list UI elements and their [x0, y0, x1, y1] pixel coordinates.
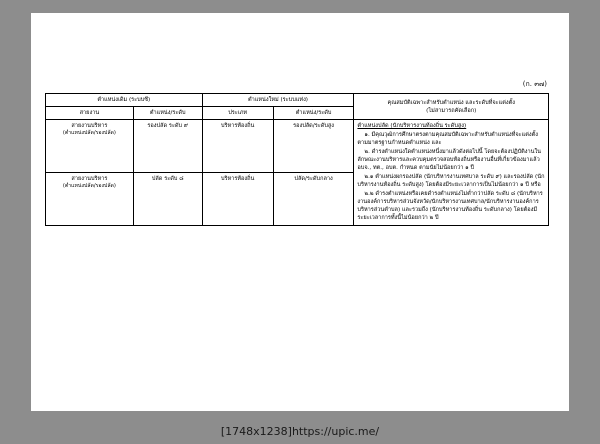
qualification-item: ๑. มีคุณวุฒิการศึกษาตรงตามคุณสมบัติเฉพาะสำหรับตำแหน่งที่จะแต่งตั้งตามมาตรฐานกำหนดตำแหน่ง และ — [357, 132, 538, 147]
header-old-level: ตำแหน่ง/ระดับ — [133, 107, 202, 120]
qualification-heading: ตำแหน่งปลัด (นักบริหารงานท้องถิ่น ระดับสูง) — [357, 123, 467, 130]
header-qualification-sub: (ไม่สามารถคัดเลือก) — [426, 107, 477, 114]
header-qualification — [354, 94, 549, 120]
row-2-old-line-1: สายงานบริหาร — [71, 175, 108, 182]
row-1-old-line — [46, 120, 134, 173]
row-2-new-level: ปลัด/ระดับกลาง — [273, 172, 354, 225]
header-old-position-group: ตำแหน่งเดิม (ระบบซี) — [46, 94, 203, 107]
position-mapping-table — [45, 93, 549, 226]
header-old-line: สายงาน — [46, 107, 134, 120]
table-header-row-group — [46, 94, 549, 107]
qualification-item: ๒.๒ ดำรงตำแหน่งหรือเคยดำรงตำแหน่งไม่ต่ำกว่าปลัด ระดับ ๘ (นักบริหารงานองค์การบริหารส่วนจังหวัด/นักบริหารงานเทศบาล/นักบริหารงานองค์การบริหารส่วนตำบล) และรวมถึง (นักบริหารงานท้องถิ่น ระดับกลาง) โดยต้องมีระยะเวลาการทั้งนี้ไม่น้อยกว่า ๒ ปี — [357, 190, 543, 221]
qualification-item: ๒.๑ ตำแหน่งผกรองปลัด (นักบริหารงานเทศบาล ระดับ ๙) และรองปลัด (นักบริหารงานท้องถิ่น ระดับสูง) โดยต้องมีระยะเวลาการเป็นไม่น้อยกว่า ๑ ปี หรือ — [357, 173, 545, 188]
row-2-old-line — [46, 172, 134, 225]
header-new-type: ประเภท — [202, 107, 273, 120]
document-reference-label: (ก. ๓๗) — [522, 80, 547, 88]
row-2-old-line-2: (ตำแหน่งปลัด/รองปลัด) — [62, 182, 116, 189]
document-page — [31, 13, 569, 411]
header-qualification-main: คุณสมบัติเฉพาะสำหรับตำแหน่ง และระดับที่จะแต่งตั้ง — [387, 99, 515, 106]
row-1-old-level: รองปลัด ระดับ ๙ — [133, 120, 202, 173]
row-1-old-line-2: (ตำแหน่งปลัด/รองปลัด) — [62, 130, 116, 137]
header-new-position-group: ตำแหน่งใหม่ (ระบบแท่ง) — [202, 94, 354, 107]
row-1-old-line-1: สายงานบริหาร — [71, 123, 108, 130]
qualification-item: ๒. ดำรงตำแหน่งใดตำแหน่งหนึ่งมาแล้วดังต่อไปนี้ โดยจะต้องปฏิบัติงานในลักษณะงานบริหารและควบคุมตรวจสอบท้องถิ่นหรืองานอื่นที่เกี่ยวข้องมาแล้ว อบจ., ทต., อบต. กำหนด ตามนัยไม่น้อยกว่า ๑ ปี — [357, 149, 542, 172]
qualification-cell — [354, 120, 549, 225]
row-2-new-type: บริหารท้องถิ่น — [202, 172, 273, 225]
table-row — [46, 120, 549, 173]
row-2-old-level: ปลัด ระดับ ๘ — [133, 172, 202, 225]
watermark-text: [1748x1238]https://upic.me/ — [220, 425, 380, 438]
row-1-new-type: บริหารท้องถิ่น — [202, 120, 273, 173]
header-new-level: ตำแหน่ง/ระดับ — [273, 107, 354, 120]
row-1-new-level: รองปลัด/ระดับสูง — [273, 120, 354, 173]
